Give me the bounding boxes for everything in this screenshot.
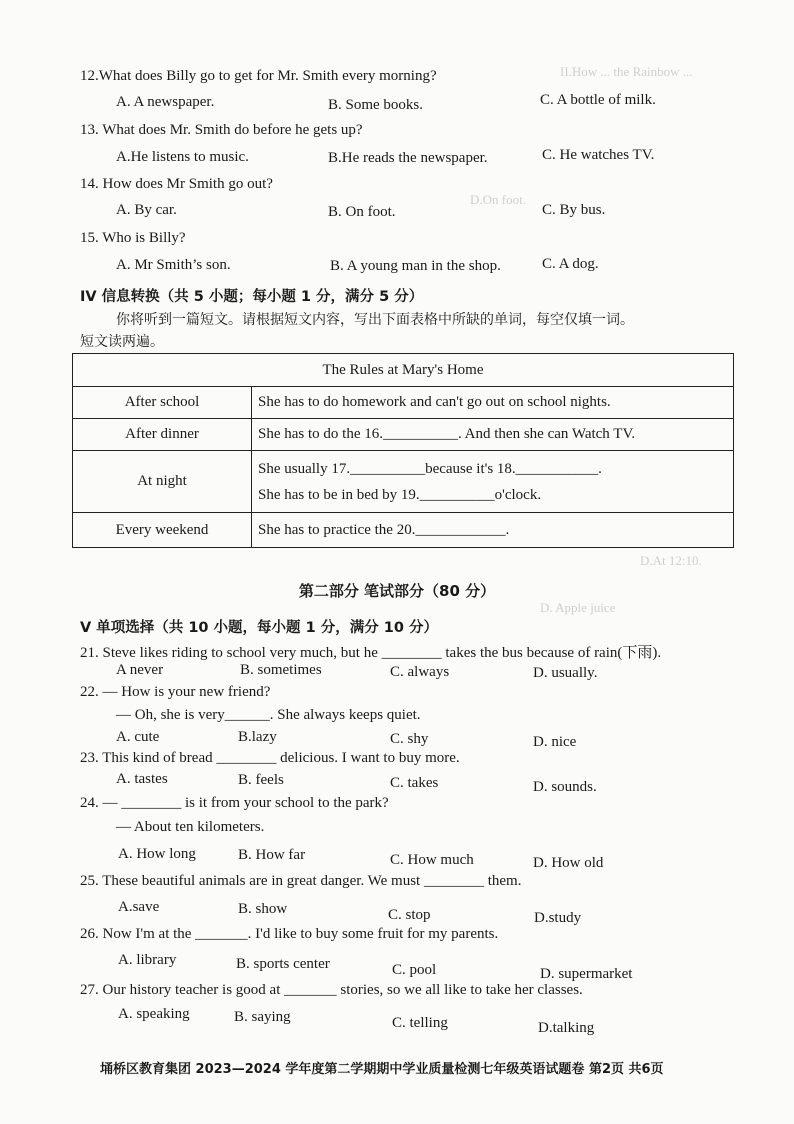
q21-option-b: B. sometimes xyxy=(240,662,322,678)
q25-option-b: B. show xyxy=(238,901,288,917)
bleed-through-text: D.At 12:10. xyxy=(640,553,702,568)
section-iv-instruction-2: 短文读两遍。 xyxy=(80,334,164,350)
row-content: She has to practice the 20.____________. xyxy=(252,513,734,548)
question-21-stem: 21. Steve likes riding to school very much, but he ________ takes the bus because of rain(下雨). xyxy=(80,645,662,661)
q27-option-d: D.talking xyxy=(538,1020,595,1036)
section-v-heading: V 单项选择（共 10 小题，每小题 1 分，满分 10 分） xyxy=(80,620,439,636)
question-24-reply: — About ten kilometers. xyxy=(116,819,265,835)
question-12-stem: 12.What does Billy go to get for Mr. Smith every morning? xyxy=(80,68,437,84)
q25-option-d: D.study xyxy=(534,910,582,926)
question-13-stem: 13. What does Mr. Smith do before he gets up? xyxy=(80,122,363,138)
q22-option-a: A. cute xyxy=(116,729,160,745)
q25-option-a: A.save xyxy=(118,899,160,915)
q25-option-c: C. stop xyxy=(388,907,431,923)
q27-option-b: B. saying xyxy=(234,1009,291,1025)
question-14-stem: 14. How does Mr Smith go out? xyxy=(80,176,273,192)
section-iv-heading: IV 信息转换（共 5 小题；每小题 1 分，满分 5 分） xyxy=(80,289,424,305)
q14-option-a: A. By car. xyxy=(116,202,177,218)
row-label: At night xyxy=(73,451,252,513)
q21-option-a: A never xyxy=(116,662,164,678)
q24-option-d: D. How old xyxy=(533,855,604,871)
q24-option-c: C. How much xyxy=(390,852,474,868)
q27-option-c: C. telling xyxy=(392,1015,448,1031)
page-footer: 埇桥区教育集团 2023—2024 学年度第二学期期中学业质量检测七年级英语试题卷 第2页 共6页 xyxy=(100,1062,664,1077)
row-content: She has to do homework and can't go out on school nights. xyxy=(252,387,734,419)
question-26-stem: 26. Now I'm at the _______. I'd like to buy some fruit for my parents. xyxy=(80,926,499,942)
q27-option-a: A. speaking xyxy=(118,1006,190,1022)
row-label: Every weekend xyxy=(73,513,252,548)
q15-option-b: B. A young man in the shop. xyxy=(330,258,501,274)
question-24-stem: 24. — ________ is it from your school to the park? xyxy=(80,795,389,811)
q26-option-d: D. supermarket xyxy=(540,966,633,982)
q15-option-a: A. Mr Smith’s son. xyxy=(116,257,231,273)
q24-option-b: B. How far xyxy=(238,847,306,863)
table-title: The Rules at Mary's Home xyxy=(73,354,734,387)
q12-option-a: A. A newspaper. xyxy=(116,94,215,110)
q23-option-d: D. sounds. xyxy=(533,779,597,795)
q14-option-c: C. By bus. xyxy=(542,202,606,218)
q23-option-b: B. feels xyxy=(238,772,284,788)
q26-option-c: C. pool xyxy=(392,962,437,978)
table-row xyxy=(73,387,734,419)
table-row xyxy=(73,451,734,513)
row-label: After school xyxy=(73,387,252,419)
bleed-through-text: D.On foot. xyxy=(470,192,526,207)
bleed-through-text: II.How ... the Rainbow ... xyxy=(560,64,693,79)
q26-option-a: A. library xyxy=(118,952,177,968)
question-22-reply: — Oh, she is very______. She always keeps quiet. xyxy=(116,707,421,723)
q26-option-b: B. sports center xyxy=(236,956,330,972)
row-content-line: She usually 17.__________because it's 18.___________. xyxy=(258,460,602,477)
row-content-line: She has to be in bed by 19.__________o'clock. xyxy=(258,486,542,503)
table-row xyxy=(73,513,734,548)
question-27-stem: 27. Our history teacher is good at _______ stories, so we all like to take her classes. xyxy=(80,982,583,998)
question-25-stem: 25. These beautiful animals are in great danger. We must ________ them. xyxy=(80,873,522,889)
q14-option-b: B. On foot. xyxy=(328,204,396,220)
bleed-through-text: D. Apple juice xyxy=(540,600,616,615)
row-label: After dinner xyxy=(73,419,252,451)
row-content xyxy=(252,451,734,513)
q21-option-c: C. always xyxy=(390,664,450,680)
question-23-stem: 23. This kind of bread ________ delicious. I want to buy more. xyxy=(80,750,460,766)
q12-option-c: C. A bottle of milk. xyxy=(540,92,656,108)
q21-option-d: D. usually. xyxy=(533,665,598,681)
q15-option-c: C. A dog. xyxy=(542,256,599,272)
q12-option-b: B. Some books. xyxy=(328,97,424,113)
row-content: She has to do the 16.__________. And then she can Watch TV. xyxy=(252,419,734,451)
question-22-stem: 22. — How is your new friend? xyxy=(80,684,271,700)
q23-option-a: A. tastes xyxy=(116,771,168,787)
q22-option-d: D. nice xyxy=(533,734,577,750)
q22-option-c: C. shy xyxy=(390,731,429,747)
q13-option-a: A.He listens to music. xyxy=(116,149,249,165)
q24-option-a: A. How long xyxy=(118,846,196,862)
question-15-stem: 15. Who is Billy? xyxy=(80,230,186,246)
q23-option-c: C. takes xyxy=(390,775,439,791)
q13-option-b: B.He reads the newspaper. xyxy=(328,150,488,166)
q22-option-b: B.lazy xyxy=(238,729,277,745)
section-iv-instruction: 你将听到一篇短文。请根据短文内容，写出下面表格中所缺的单词，每空仅填一词。 xyxy=(116,312,634,328)
rules-table xyxy=(72,353,734,548)
q13-option-c: C. He watches TV. xyxy=(542,147,655,163)
table-row xyxy=(73,419,734,451)
part-two-title: 第二部分 笔试部分（80 分） xyxy=(298,582,496,600)
